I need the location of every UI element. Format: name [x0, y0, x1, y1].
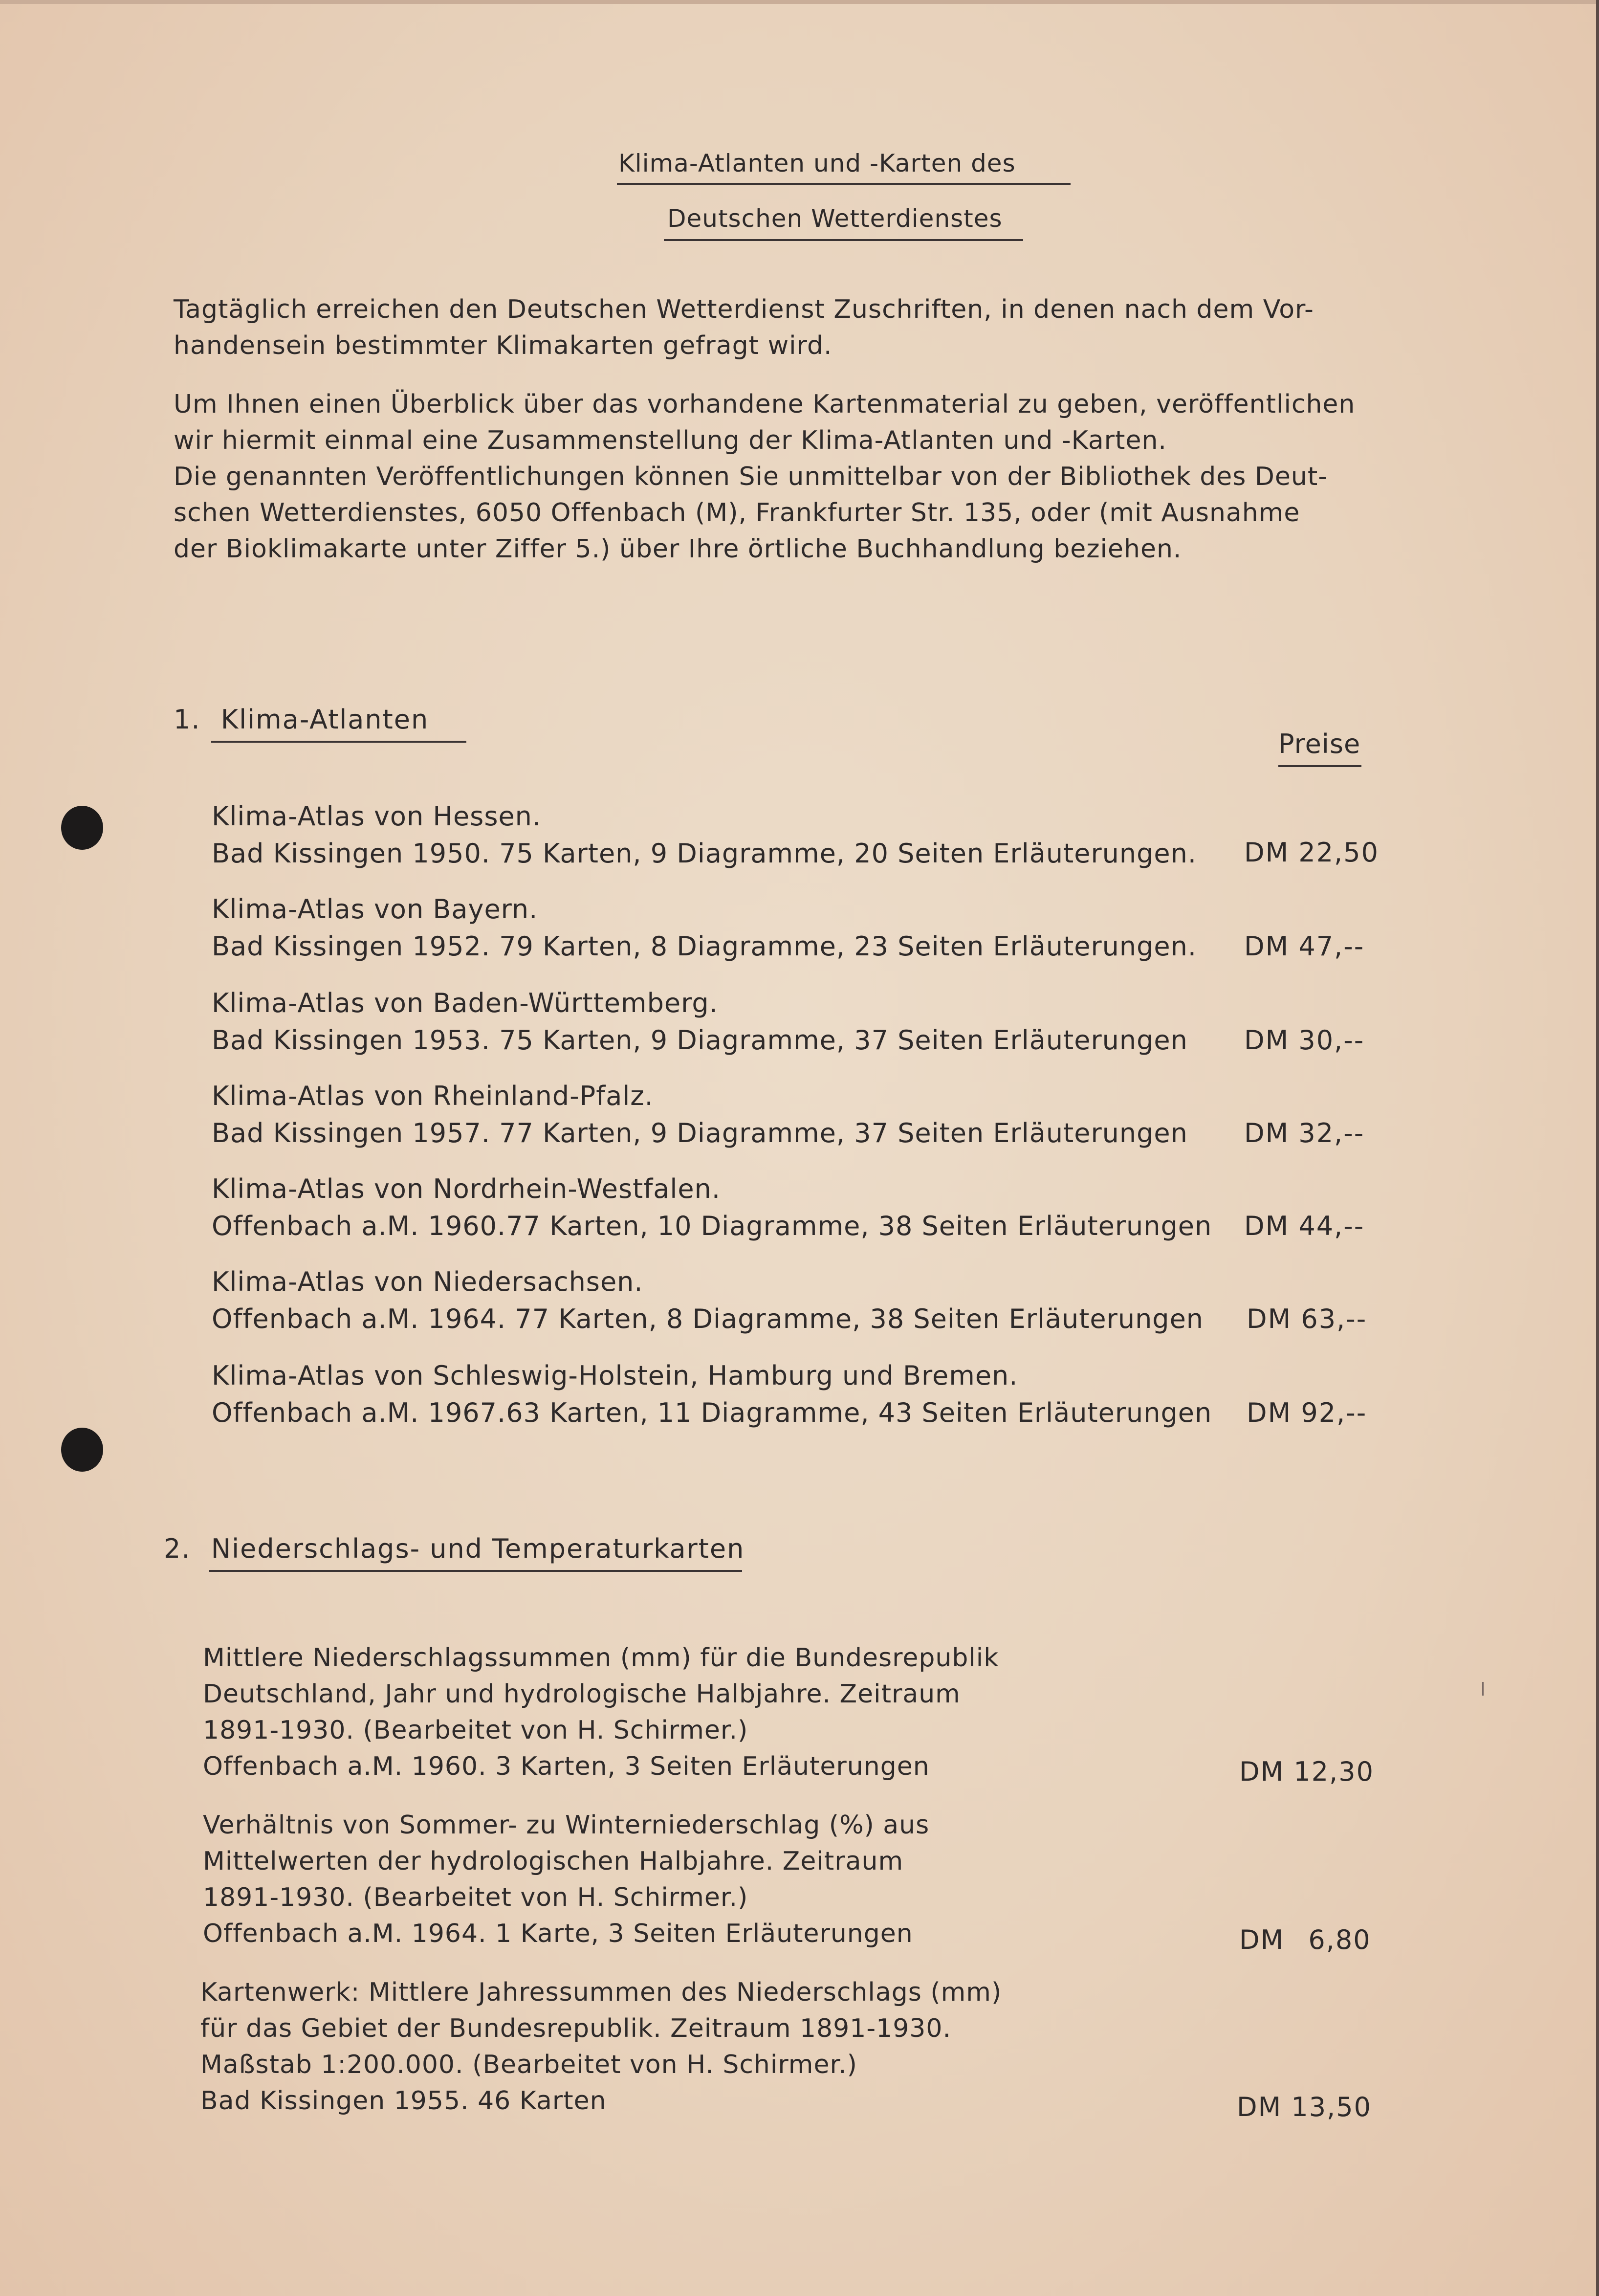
map-item-line: Deutschland, Jahr und hydrologische Halbjahre. Zeitraum: [203, 1679, 961, 1709]
atlas-item-price: DM 30,--: [1244, 1025, 1365, 1056]
paper-edge-top: [0, 0, 1599, 4]
atlas-item-title: Klima-Atlas von Baden-Württemberg.: [212, 988, 718, 1018]
map-item-sommer-winter: [203, 1807, 929, 1952]
atlas-item-details: Offenbach a.M. 1960.77 Karten, 10 Diagramme, 38 Seiten Erläuterungen: [212, 1211, 1212, 1241]
map-item-line: Verhältnis von Sommer- zu Winterniederschlag (%) aus: [203, 1810, 930, 1840]
intro-paragraph-2: [174, 386, 1405, 567]
atlas-item-details: Offenbach a.M. 1967.63 Karten, 11 Diagramme, 43 Seiten Erläuterungen: [212, 1397, 1212, 1428]
section-1-number: 1.: [174, 704, 201, 735]
prices-underline: [1278, 765, 1361, 767]
intro-p2-line-2: wir hiermit einmal eine Zusammenstellung der Klima-Atlanten und -Karten.: [174, 426, 1167, 455]
title-underline-1: [617, 183, 1071, 185]
intro-paragraph-1: [174, 291, 1405, 364]
atlas-item-nordrhein-westfalen: [212, 1170, 1212, 1245]
prices-heading: Preise: [1278, 729, 1361, 759]
map-item-price: DM 6,80: [1239, 1924, 1371, 1955]
map-item-line: Offenbach a.M. 1960. 3 Karten, 3 Seiten Erläuterungen: [203, 1752, 930, 1781]
atlas-item-details: Bad Kissingen 1950. 75 Karten, 9 Diagramme, 20 Seiten Erläuterungen.: [212, 838, 1197, 869]
margin-mark: [1482, 1682, 1484, 1696]
punch-hole-top: [61, 806, 103, 850]
map-item-niederschlagssummen: [203, 1640, 999, 1785]
atlas-item-niedersachsen: [212, 1263, 1204, 1338]
atlas-item-details: Bad Kissingen 1953. 75 Karten, 9 Diagramme, 37 Seiten Erläuterungen: [212, 1025, 1188, 1056]
atlas-item-details: Offenbach a.M. 1964. 77 Karten, 8 Diagramme, 38 Seiten Erläuterungen: [212, 1303, 1204, 1334]
atlas-item-schleswig-holstein: [212, 1357, 1212, 1432]
atlas-item-title: Klima-Atlas von Niedersachsen.: [212, 1266, 643, 1297]
atlas-item-hessen: [212, 798, 1197, 872]
atlas-item-details: Bad Kissingen 1952. 79 Karten, 8 Diagramme, 23 Seiten Erläuterungen.: [212, 931, 1197, 962]
atlas-item-title: Klima-Atlas von Rheinland-Pfalz.: [212, 1081, 654, 1111]
atlas-item-details: Bad Kissingen 1957. 77 Karten, 9 Diagramme, 37 Seiten Erläuterungen: [212, 1118, 1188, 1148]
title-line-2: Deutschen Wetterdienstes: [667, 204, 1003, 233]
atlas-item-bayern: [212, 891, 1197, 965]
atlas-item-price: DM 44,--: [1244, 1211, 1365, 1241]
atlas-item-title: Klima-Atlas von Bayern.: [212, 894, 538, 925]
section-2-underline: [209, 1570, 742, 1572]
map-item-line: Kartenwerk: Mittlere Jahressummen des Niederschlags (mm): [200, 1978, 1002, 2007]
atlas-item-price: DM 63,--: [1247, 1303, 1367, 1334]
map-item-price: DM 13,50: [1237, 2092, 1372, 2122]
intro-p2-line-4: schen Wetterdienstes, 6050 Offenbach (M), Frankfurter Str. 135, oder (mit Ausnahme: [174, 498, 1300, 528]
map-item-price: DM 12,30: [1239, 1756, 1374, 1787]
section-2-title: Niederschlags- und Temperaturkarten: [211, 1533, 745, 1564]
section-1-underline: [211, 741, 466, 743]
intro-p2-line-1: Um Ihnen einen Überblick über das vorhandene Kartenmaterial zu geben, veröffentlichen: [174, 390, 1356, 419]
atlas-item-price: DM 22,50: [1244, 837, 1379, 868]
map-item-line: für das Gebiet der Bundesrepublik. Zeitraum 1891-1930.: [200, 2014, 951, 2043]
map-item-line: Maßstab 1:200.000. (Bearbeitet von H. Schirmer.): [200, 2050, 857, 2079]
atlas-item-baden-wuerttemberg: [212, 985, 1188, 1059]
title-underline-2: [664, 239, 1023, 241]
map-item-kartenwerk: [200, 1974, 1002, 2119]
intro-p2-line-5: der Bioklimakarte unter Ziffer 5.) über Ihre örtliche Buchhandlung beziehen.: [174, 534, 1182, 564]
section-1-title: Klima-Atlanten: [220, 704, 429, 735]
intro-p1-line-1: Tagtäglich erreichen den Deutschen Wetterdienst Zuschriften, in denen nach dem Vor-: [174, 295, 1314, 324]
map-item-line: Offenbach a.M. 1964. 1 Karte, 3 Seiten Erläuterungen: [203, 1919, 913, 1948]
map-item-line: 1891-1930. (Bearbeitet von H. Schirmer.): [203, 1716, 748, 1745]
atlas-item-price: DM 92,--: [1247, 1397, 1367, 1428]
atlas-item-title: Klima-Atlas von Hessen.: [212, 801, 542, 832]
section-1-heading: [174, 704, 429, 735]
atlas-item-price: DM 47,--: [1244, 931, 1365, 962]
intro-p2-line-3: Die genannten Veröffentlichungen können Sie unmittelbar von der Bibliothek des Deut-: [174, 462, 1328, 491]
title-line-1: Klima-Atlanten und -Karten des: [618, 149, 1016, 177]
map-item-line: 1891-1930. (Bearbeitet von H. Schirmer.): [203, 1883, 748, 1912]
map-item-line: Bad Kissingen 1955. 46 Karten: [200, 2086, 607, 2116]
section-2-heading: [164, 1533, 745, 1564]
map-item-line: Mittelwerten der hydrologischen Halbjahre. Zeitraum: [203, 1847, 904, 1876]
atlas-item-price: DM 32,--: [1244, 1118, 1365, 1148]
atlas-item-rheinland-pfalz: [212, 1078, 1188, 1152]
paper-edge-right: [1596, 0, 1599, 2296]
punch-hole-bottom: [61, 1428, 103, 1472]
atlas-item-title: Klima-Atlas von Schleswig-Holstein, Hamburg und Bremen.: [212, 1360, 1018, 1391]
section-2-number: 2.: [164, 1533, 191, 1564]
atlas-item-title: Klima-Atlas von Nordrhein-Westfalen.: [212, 1173, 721, 1204]
map-item-line: Mittlere Niederschlagssummen (mm) für die Bundesrepublik: [203, 1643, 999, 1673]
intro-p1-line-2: handensein bestimmter Klimakarten gefragt wird.: [174, 331, 832, 360]
